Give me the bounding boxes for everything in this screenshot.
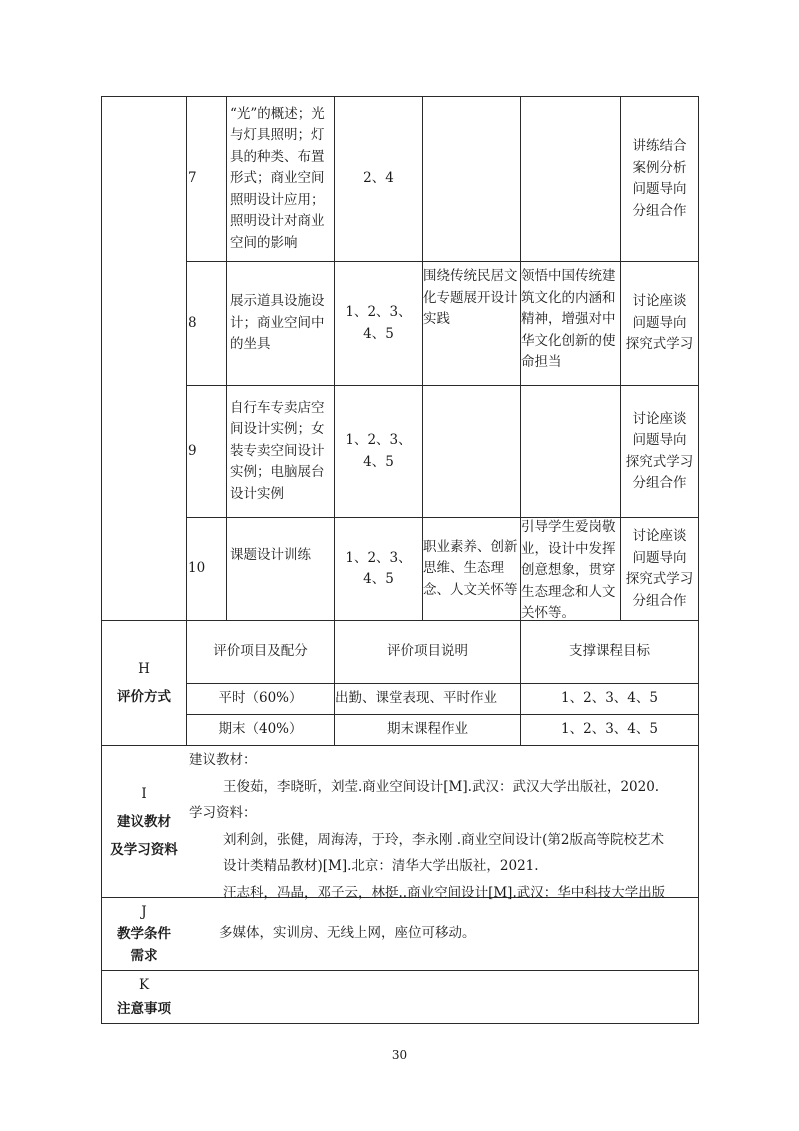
section-title: 教学条件 (117, 926, 171, 942)
row-methods (621, 518, 698, 620)
row-ideology-goal (521, 266, 620, 382)
row-methods (621, 97, 698, 261)
row-number: 10 (188, 560, 206, 577)
table-row (188, 518, 226, 620)
evaluation-header (335, 621, 520, 683)
table-row (188, 386, 226, 517)
evaluation-item (187, 684, 334, 714)
evaluation-label (102, 621, 186, 745)
method-item: 讨论座谈 (632, 410, 687, 427)
reference-line: 刘利剑，张健，周海涛，于玲，李永刚 .商业空间设计(第2版高等院校艺术 (223, 831, 664, 848)
section-divider (101, 745, 699, 746)
reference-line: 设计类精品教材)[M].北京：清华大学出版社，2021. (223, 858, 539, 874)
evaluation-goals (521, 715, 698, 745)
section-title: 建议教材 (117, 813, 171, 830)
evaluation-header (187, 621, 334, 683)
header-cell: 支撑课程目标 (569, 643, 650, 660)
page-number: 30 (391, 1048, 408, 1062)
row-ideology-text: 职业素养、创新思维、生态理念、人文关怀等 (423, 538, 518, 598)
row-content-text: 课题设计训练 (230, 547, 311, 563)
method-item: 案例分析 (632, 159, 687, 176)
row-number: 7 (188, 170, 197, 187)
row-methods (621, 386, 698, 517)
conditions-label (102, 898, 186, 970)
method-item: 问题导向 (632, 549, 687, 566)
materials-label (102, 746, 186, 897)
row-ideology-text: 围绕传统民居文化专题展开设计实践 (423, 268, 518, 327)
reference-line: 学习资料： (189, 805, 257, 821)
row-objectives-text: 1、2、3、4、5 (345, 432, 412, 470)
method-item: 讨论座谈 (632, 293, 687, 310)
row-objectives (335, 518, 422, 620)
section-title: 及学习资料 (110, 841, 178, 858)
section-title: 评价方式 (117, 689, 171, 705)
row-objectives-text: 2、4 (363, 170, 394, 187)
evaluation-item-text: 期末（40%） (218, 721, 303, 738)
evaluation-item-text: 平时（60%） (218, 690, 303, 707)
method-item: 分组合作 (632, 202, 687, 219)
row-ideology (423, 518, 520, 620)
row-ideology-goal-text: 领悟中国传统建筑文化的内涵和精神，增强对中华文化创新的使命担当 (521, 268, 616, 370)
method-item: 讨论座谈 (632, 528, 687, 544)
reference-line: 王俊茹，李晓昕，刘莹.商业空间设计[M].武汉：武汉大学出版社，2020. (223, 778, 660, 795)
method-item: 探究式学习 (625, 336, 694, 353)
row-ideology-goal (521, 517, 620, 621)
notes-content (187, 971, 698, 1023)
table-border (101, 1023, 699, 1024)
row-ideology (423, 266, 520, 382)
evaluation-desc (335, 715, 520, 745)
row-objectives (335, 97, 422, 261)
evaluation-desc-text: 出勤、课堂表现、平时作业 (335, 690, 497, 707)
row-content-text: 自行车专卖店空间设计实例；女装专卖空间设计实例；电脑展台设计实例 (230, 399, 325, 502)
row-content (228, 545, 334, 585)
evaluation-header (521, 621, 698, 683)
method-item: 问题导向 (632, 181, 687, 197)
column-divider (226, 96, 227, 621)
materials-content (189, 747, 697, 901)
evaluation-item (187, 715, 334, 745)
method-item: 探究式学习 (625, 453, 694, 470)
conditions-content (219, 898, 697, 970)
row-content (228, 97, 334, 261)
method-item: 分组合作 (632, 475, 687, 491)
table-row (188, 97, 226, 261)
row-content-text: 展示道具设施设计；商业空间中的坐具 (230, 293, 325, 353)
notes-label (102, 971, 186, 1023)
row-ideology-goal-text: 引导学生爱岗敬业，设计中发挥创意想象，贯穿生态理念和人文关怀等。 (521, 519, 616, 621)
section-title: 需求 (130, 948, 158, 964)
evaluation-goals-text: 1、2、3、4、5 (561, 690, 658, 707)
method-item: 问题导向 (632, 432, 687, 448)
header-cell: 评价项目及配分 (213, 643, 308, 660)
method-item: 问题导向 (632, 314, 687, 331)
row-content (228, 262, 334, 385)
reference-line: 汪志科，冯晶，邓子云，林挺..商业空间设计[M].武汉：华中科技大学出版 (223, 884, 666, 901)
row-number: 9 (188, 442, 197, 459)
row-content (228, 386, 334, 517)
row-methods (621, 262, 698, 385)
table-border (698, 96, 699, 1024)
evaluation-goals (521, 684, 698, 714)
row-objectives-text: 1、2、3、4、5 (345, 304, 412, 342)
section-letter: J (141, 904, 147, 920)
method-item: 讲练结合 (632, 138, 687, 154)
row-number: 8 (188, 314, 197, 331)
header-cell: 评价项目说明 (387, 643, 468, 660)
evaluation-desc-text: 期末课程作业 (387, 721, 468, 738)
evaluation-desc (335, 684, 520, 714)
table-row (188, 262, 226, 385)
conditions-text: 多媒体，实训房、无线上网，座位可移动。 (219, 925, 476, 942)
row-content-text: “光”的概述；光与灯具照明；灯具的种类、布置形式；商业空间照明设计应用；照明设计对商业空间的影响 (230, 105, 325, 251)
section-letter: K (138, 977, 150, 993)
section-letter: H (138, 661, 150, 677)
row-objectives (335, 262, 422, 385)
row-objectives-text: 1、2、3、4、5 (345, 549, 412, 587)
evaluation-goals-text: 1、2、3、4、5 (561, 721, 658, 738)
method-item: 探究式学习 (625, 571, 694, 587)
row-objectives (335, 386, 422, 517)
method-item: 分组合作 (632, 592, 687, 609)
reference-line: 建议教材： (189, 752, 257, 768)
section-letter: I (141, 785, 147, 802)
section-title: 注意事项 (117, 1001, 171, 1017)
